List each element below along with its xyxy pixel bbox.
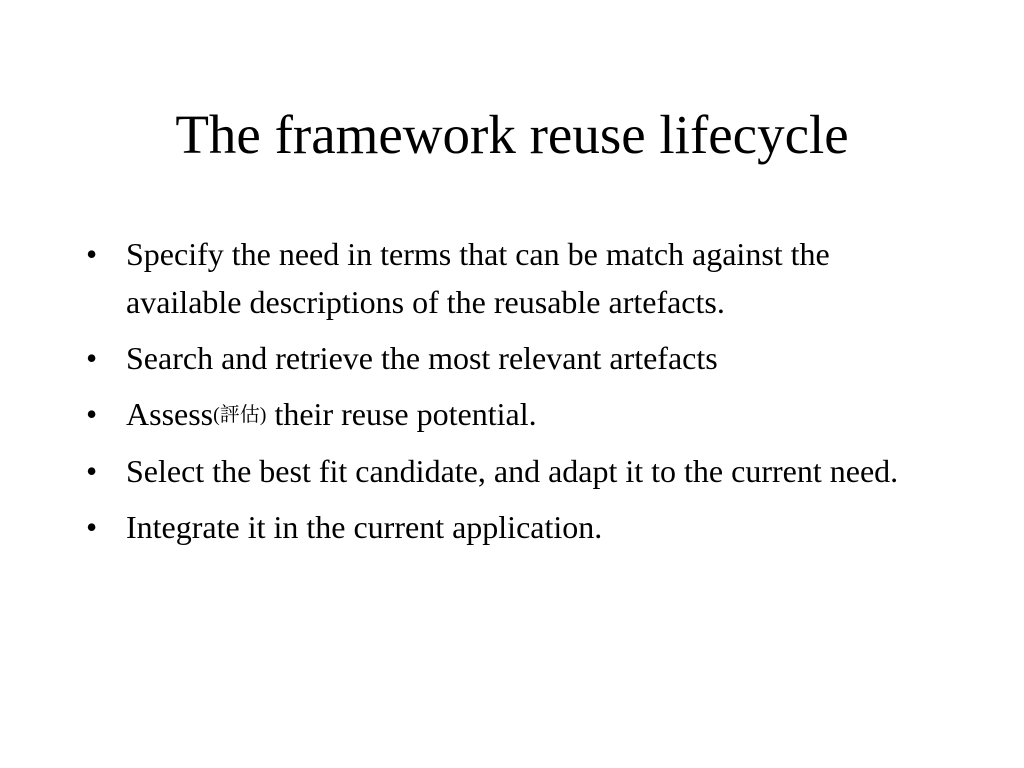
bullet-item-search (86, 334, 946, 382)
bullet-item-specify (86, 230, 946, 326)
bullet-item-select (86, 447, 946, 495)
bullet-text: Integrate it in the current application. (126, 509, 603, 545)
bullet-dot-icon: • (86, 509, 98, 545)
bullet-annotation: (評估) (213, 404, 267, 426)
bullet-dot-icon: • (86, 236, 98, 272)
bullet-text-before: Assess (126, 396, 214, 432)
bullet-dot-icon: • (86, 453, 98, 489)
bullet-text-after: their reuse potential. (266, 396, 537, 432)
bullet-text: Specify the need in terms that can be match against the available descriptions of the reusable artefacts. (126, 236, 830, 320)
bullet-item-integrate (86, 503, 946, 551)
bullet-item-assess (86, 390, 946, 439)
bullet-text: Search and retrieve the most relevant artefacts (126, 340, 718, 376)
bullet-text: Select the best fit candidate, and adapt it to the current need. (126, 453, 899, 489)
bullet-dot-icon: • (86, 396, 98, 432)
bullet-dot-icon: • (86, 340, 98, 376)
slide-title: The framework reuse lifecycle (175, 104, 849, 165)
bullet-list (86, 230, 946, 559)
